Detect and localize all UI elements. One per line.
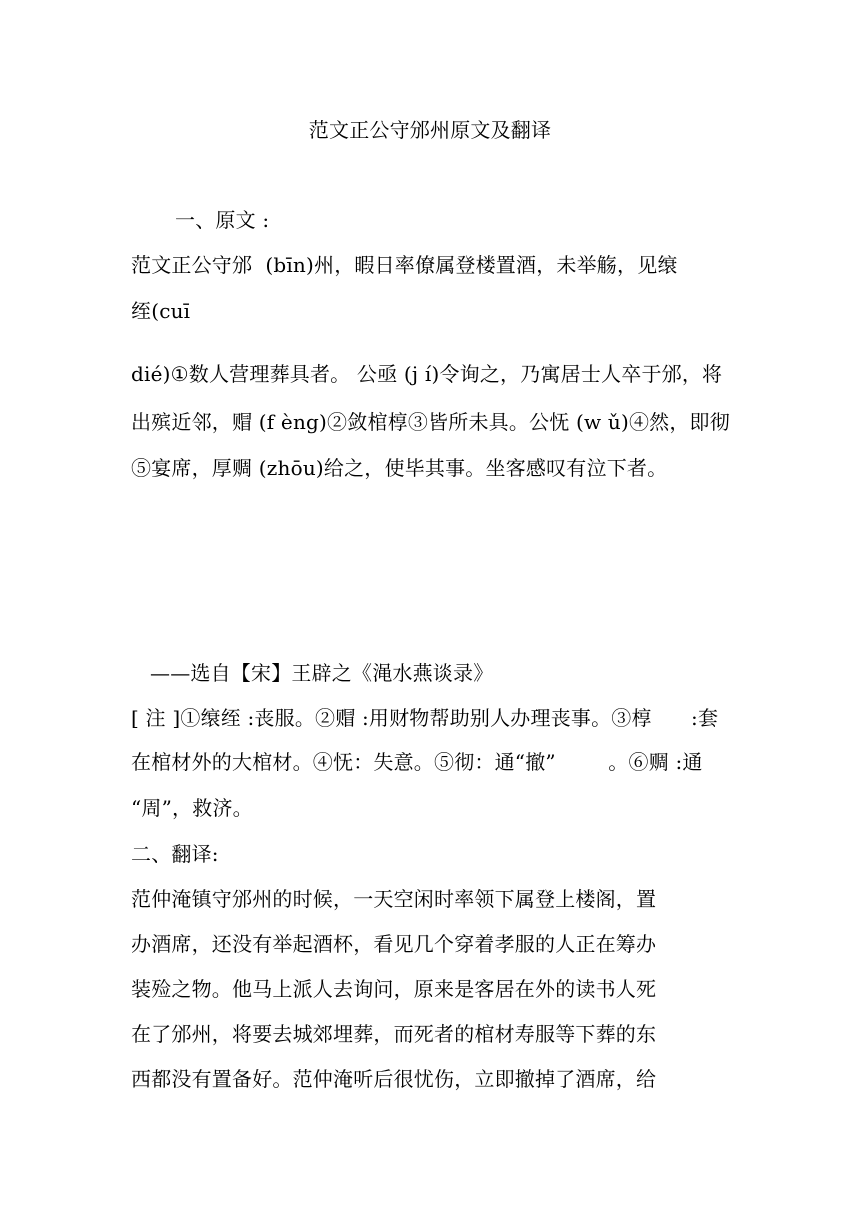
section-heading-original: 一、原文 : xyxy=(175,208,270,232)
translation-line: 办酒席，还没有举起酒杯，看见几个穿着孝服的人正在筹办 xyxy=(131,932,657,956)
annotation-line: [ 注 ]①缞绖 :丧服。②赗 :用财物帮助别人办理丧事。③椁 :套 xyxy=(131,706,719,730)
original-text-line: 范文正公守邠 (bīn)州，暇日率僚属登楼置酒，未举觞，见缞 xyxy=(131,253,678,277)
annotation-line: “周”，救济。 xyxy=(131,796,253,820)
document-title: 范文正公守邠州原文及翻译 xyxy=(308,118,552,142)
original-text-line: 出殡近邻，赗 (f èng)②敛棺椁③皆所未具。公怃 (w ǔ)④然，即彻 xyxy=(131,410,730,434)
annotation-line: 在棺材外的大棺材。④怃：失意。⑤彻：通“撤” 。⑥赒 :通 xyxy=(131,750,703,774)
section-heading-translation: 二、翻译: xyxy=(131,842,219,866)
translation-line: 西都没有置备好。范仲淹听后很忧伤，立即撤掉了酒席，给 xyxy=(131,1067,657,1091)
original-text-line: 绖(cuī xyxy=(131,299,191,323)
source-citation: ——选自【宋】王辟之《渑水燕谈录》 xyxy=(150,661,494,685)
translation-line: 装殓之物。他马上派人去询问，原来是客居在外的读书人死 xyxy=(131,977,657,1001)
translation-line: 范仲淹镇守邠州的时候，一天空闲时率领下属登上楼阁，置 xyxy=(131,887,657,911)
translation-line: 在了邠州，将要去城郊埋葬，而死者的棺材寿服等下葬的东 xyxy=(131,1022,657,1046)
original-text-line: dié)①数人营理葬具者。 公亟 (j í)令询之，乃寓居士人卒于邠，将 xyxy=(131,362,723,386)
original-text-line: ⑤宴席，厚赒 (zhōu)给之，使毕其事。坐客感叹有泣下者。 xyxy=(131,456,668,480)
